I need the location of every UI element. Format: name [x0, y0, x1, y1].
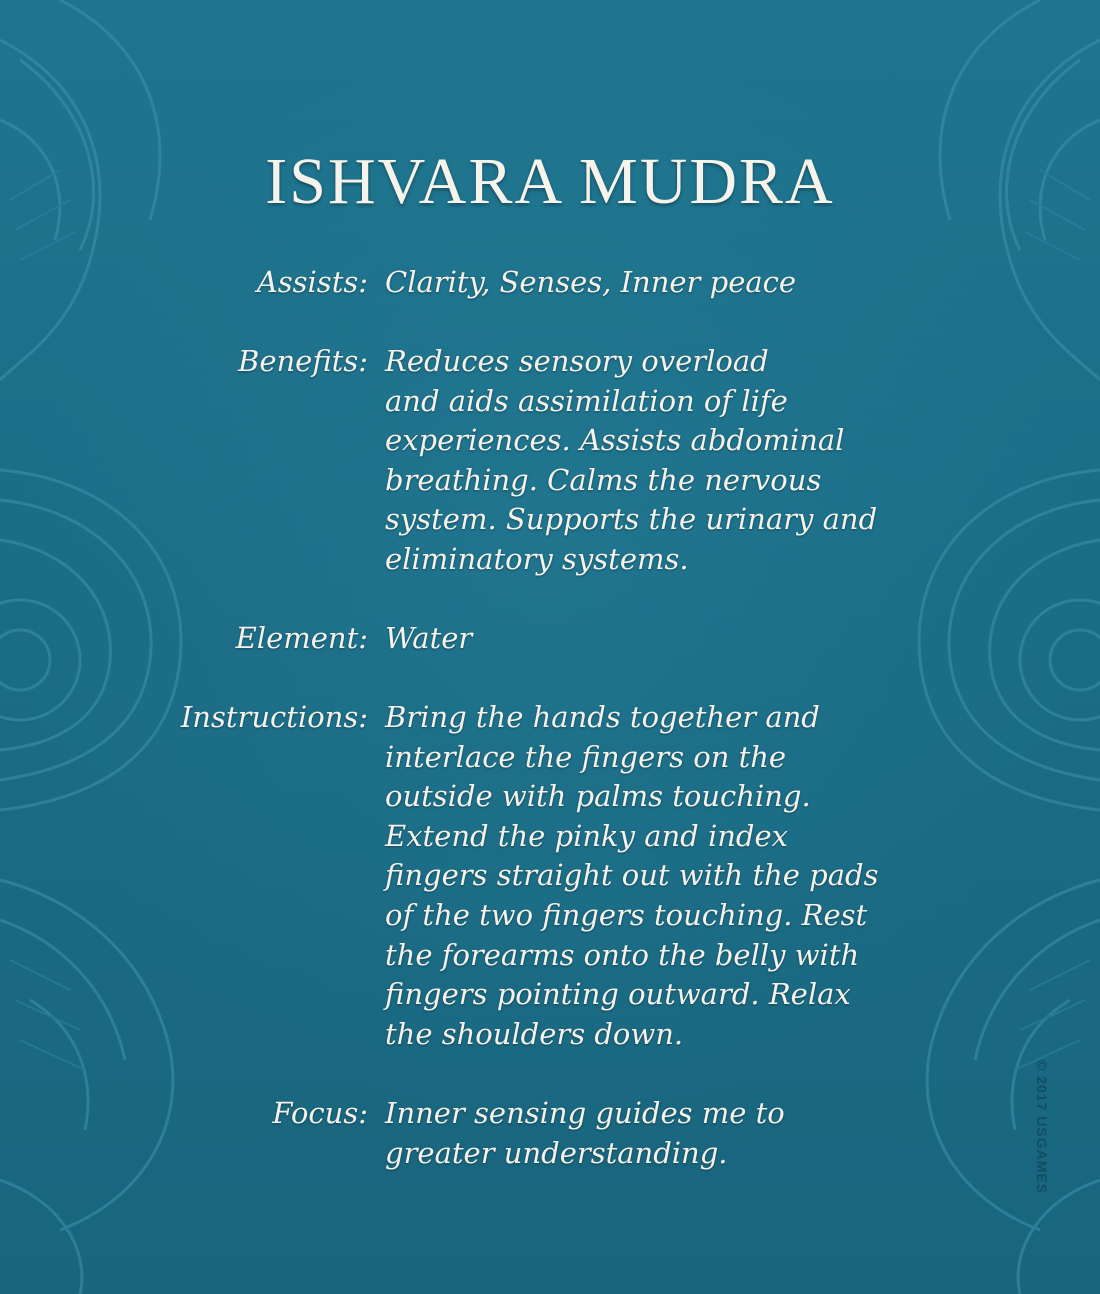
text-line: Extend the pinky and index	[385, 818, 788, 853]
text-line: system. Supports the urinary and	[385, 502, 878, 537]
text-line: Reduces sensory overload	[385, 344, 769, 378]
text-line: and aids assimilation of life	[385, 383, 788, 418]
focus-label: Focus:	[272, 1096, 368, 1130]
text-line: greater understanding.	[385, 1135, 728, 1170]
text-line: breathing. Calms the nervous	[385, 462, 822, 497]
text-line: interlace the fingers on the	[385, 739, 787, 774]
text-line: the shoulders down.	[385, 1016, 684, 1051]
instructions-label: Instructions:	[180, 700, 368, 734]
text-line: fingers pointing outward. Relax	[385, 977, 851, 1012]
assists-label: Assists:	[256, 265, 368, 299]
benefits-label: Benefits:	[238, 344, 368, 378]
text-line: the forearms onto the belly with	[385, 937, 860, 972]
text-line: fingers straight out with the pads	[385, 858, 879, 893]
text-line: Clarity, Senses, Inner peace	[385, 265, 797, 299]
text-line: Bring the hands together and	[385, 700, 820, 734]
text-line: outside with palms touching.	[385, 779, 811, 814]
instructions-text	[385, 698, 878, 1054]
text-line: of the two fingers touching. Rest	[385, 897, 868, 932]
card-title: ISHVARA MUDRA	[265, 145, 835, 218]
text-line: experiences. Assists abdominal	[385, 423, 845, 458]
focus-text	[385, 1094, 785, 1173]
copyright-text: © 2017 USGAMES	[1034, 1060, 1050, 1195]
element-text	[385, 619, 472, 659]
benefits-text	[385, 342, 877, 580]
text-line: Inner sensing guides me to	[385, 1096, 785, 1130]
assists-text	[385, 263, 796, 303]
element-label: Element:	[235, 621, 368, 655]
text-line: Water	[385, 621, 473, 655]
text-line: eliminatory systems.	[385, 541, 689, 576]
